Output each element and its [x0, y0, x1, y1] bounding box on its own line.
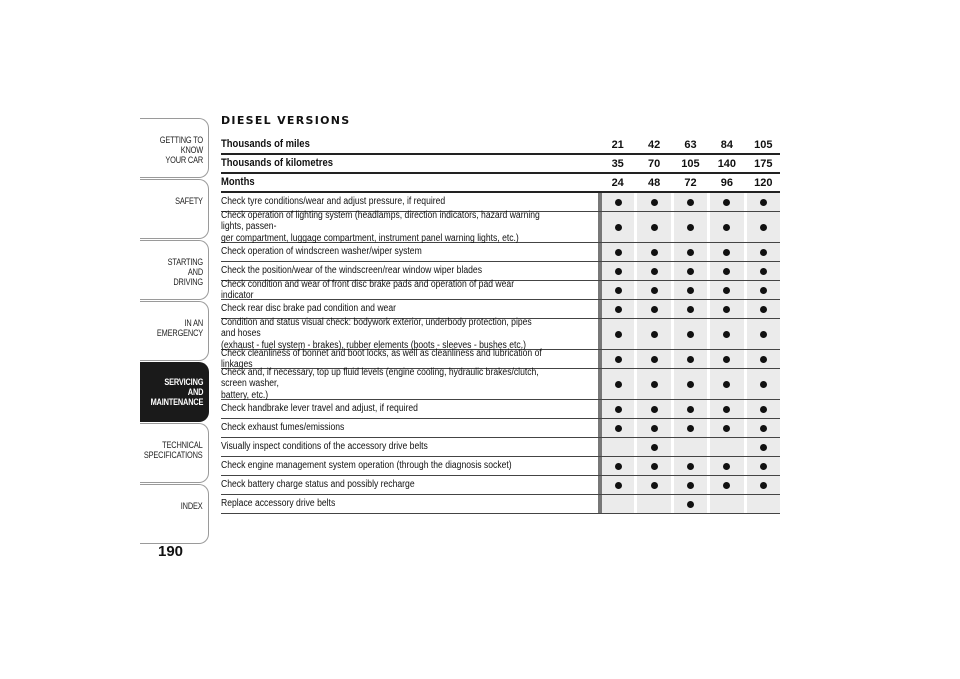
scheduled-dot-icon	[723, 331, 730, 338]
operation-text: Check tyre conditions/wear and adjust pressure, if required	[221, 196, 446, 208]
scheduled-dot-icon	[615, 249, 622, 256]
scheduled-dot-icon	[615, 306, 622, 313]
operation-description	[221, 476, 598, 494]
scheduled-dot-icon	[687, 331, 694, 338]
schedule-cell	[744, 193, 780, 211]
scheduled-dot-icon	[651, 463, 658, 470]
table-row	[221, 438, 780, 457]
schedule-cell	[744, 457, 780, 475]
header-label	[221, 155, 598, 172]
table-row	[221, 476, 780, 495]
scheduled-dot-icon	[723, 381, 730, 388]
operation-text: Check operation of lighting system (headlamps, direction indicators, hazard warning lights, passen- ger compartment, luggage compartment, instrument panel warning lights, etc.)	[221, 209, 540, 244]
interval-value: 63	[671, 136, 707, 153]
schedule-cell	[707, 495, 743, 513]
schedule-cell	[707, 281, 743, 299]
schedule-cell	[707, 400, 743, 418]
schedule-cell	[671, 350, 707, 368]
scheduled-dot-icon	[615, 199, 622, 206]
operation-description	[221, 262, 598, 280]
table-header-row	[221, 174, 780, 193]
schedule-cell	[671, 262, 707, 280]
schedule-cell	[634, 400, 670, 418]
schedule-cell	[707, 300, 743, 318]
scheduled-dot-icon	[651, 425, 658, 432]
operation-description	[221, 495, 598, 513]
operation-text: Check exhaust fumes/emissions	[221, 422, 345, 434]
operation-description	[221, 316, 598, 351]
schedule-cell	[671, 193, 707, 211]
schedule-cell	[671, 243, 707, 261]
scheduled-dot-icon	[760, 463, 767, 470]
schedule-cell	[598, 193, 634, 211]
tab-label: STARTING AND DRIVING	[167, 257, 203, 287]
schedule-cell	[598, 476, 634, 494]
scheduled-dot-icon	[760, 268, 767, 275]
operation-text: Visually inspect conditions of the accessory drive belts	[221, 441, 428, 453]
table-header-row	[221, 155, 780, 174]
tab-index[interactable]	[140, 484, 209, 544]
schedule-cell	[744, 212, 780, 242]
schedule-cell	[598, 400, 634, 418]
schedule-cell	[598, 438, 634, 456]
schedule-cell	[744, 495, 780, 513]
tab-getting-to-know-your-car[interactable]	[140, 118, 209, 178]
scheduled-dot-icon	[723, 306, 730, 313]
schedule-cell	[598, 262, 634, 280]
header-label-text: Thousands of kilometres	[221, 156, 333, 169]
scheduled-dot-icon	[723, 482, 730, 489]
scheduled-dot-icon	[760, 306, 767, 313]
schedule-cell	[598, 495, 634, 513]
schedule-cell	[671, 476, 707, 494]
operation-text: Check engine management system operation (through the diagnosis socket)	[221, 460, 512, 472]
scheduled-dot-icon	[723, 463, 730, 470]
schedule-cell	[744, 400, 780, 418]
operation-description	[221, 209, 598, 244]
interval-value: 35	[598, 155, 634, 172]
operation-text: Check cleanliness of bonnet and boot locks, as well as cleanliness and lubrication of linkages	[221, 347, 542, 370]
schedule-cell	[707, 419, 743, 437]
operation-text: Condition and status visual check: bodywork exterior, underbody protection, pipes and hoses (exhaust - fuel system - brakes), rubber elements (boots - sleeves - bushes etc.)	[221, 316, 532, 351]
maintenance-schedule-table	[221, 136, 780, 514]
operation-description	[221, 457, 598, 475]
scheduled-dot-icon	[760, 406, 767, 413]
schedule-cell	[707, 243, 743, 261]
schedule-cell	[744, 281, 780, 299]
table-row	[221, 316, 780, 351]
scheduled-dot-icon	[723, 406, 730, 413]
scheduled-dot-icon	[615, 356, 622, 363]
schedule-cell	[744, 419, 780, 437]
schedule-cell	[634, 419, 670, 437]
scheduled-dot-icon	[760, 224, 767, 231]
schedule-cell	[634, 369, 670, 399]
table-row	[221, 400, 780, 419]
scheduled-dot-icon	[723, 249, 730, 256]
operation-description	[221, 243, 598, 261]
tab-label: TECHNICAL SPECIFICATIONS	[144, 440, 203, 460]
scheduled-dot-icon	[687, 199, 694, 206]
scheduled-dot-icon	[760, 199, 767, 206]
scheduled-dot-icon	[651, 482, 658, 489]
scheduled-dot-icon	[651, 224, 658, 231]
tab-in-an-emergency[interactable]	[140, 301, 209, 361]
scheduled-dot-icon	[615, 482, 622, 489]
schedule-cell	[598, 319, 634, 349]
operation-text: Check rear disc brake pad condition and wear	[221, 303, 396, 315]
scheduled-dot-icon	[687, 287, 694, 294]
operation-description	[221, 438, 598, 456]
schedule-cell	[634, 350, 670, 368]
table-row	[221, 457, 780, 476]
operation-description	[221, 300, 598, 318]
tab-label: GETTING TO KNOW YOUR CAR	[159, 135, 203, 165]
scheduled-dot-icon	[651, 306, 658, 313]
operation-description	[221, 193, 598, 211]
schedule-cell	[707, 476, 743, 494]
scheduled-dot-icon	[651, 249, 658, 256]
scheduled-dot-icon	[687, 268, 694, 275]
scheduled-dot-icon	[723, 224, 730, 231]
header-label-text: Thousands of miles	[221, 137, 310, 150]
tab-label: INDEX	[181, 501, 203, 511]
scheduled-dot-icon	[687, 306, 694, 313]
scheduled-dot-icon	[687, 425, 694, 432]
operation-description	[221, 278, 598, 301]
tab-technical-specifications[interactable]	[140, 423, 209, 483]
schedule-cell	[671, 400, 707, 418]
operation-text: Check the position/wear of the windscreen/rear window wiper blades	[221, 265, 483, 277]
schedule-cell	[707, 350, 743, 368]
scheduled-dot-icon	[760, 381, 767, 388]
scheduled-dot-icon	[687, 224, 694, 231]
interval-value: 175	[744, 155, 780, 172]
page-number: 190	[158, 543, 184, 560]
scheduled-dot-icon	[760, 444, 767, 451]
interval-value: 84	[707, 136, 743, 153]
table-row	[221, 366, 780, 401]
header-label	[221, 136, 598, 153]
schedule-cell	[671, 438, 707, 456]
schedule-cell	[598, 369, 634, 399]
schedule-cell	[744, 300, 780, 318]
schedule-cell	[671, 419, 707, 437]
interval-value: 105	[671, 155, 707, 172]
interval-value: 72	[671, 174, 707, 191]
schedule-cell	[634, 281, 670, 299]
schedule-cell	[634, 212, 670, 242]
header-label-text: Months	[221, 175, 255, 188]
schedule-cell	[707, 262, 743, 280]
scheduled-dot-icon	[651, 331, 658, 338]
operation-text: Replace accessory drive belts	[221, 498, 336, 510]
scheduled-dot-icon	[615, 406, 622, 413]
schedule-cell	[744, 369, 780, 399]
scheduled-dot-icon	[615, 381, 622, 388]
schedule-cell	[671, 457, 707, 475]
schedule-cell	[744, 350, 780, 368]
scheduled-dot-icon	[651, 199, 658, 206]
schedule-cell	[598, 300, 634, 318]
schedule-cell	[634, 438, 670, 456]
scheduled-dot-icon	[760, 287, 767, 294]
scheduled-dot-icon	[687, 501, 694, 508]
scheduled-dot-icon	[723, 356, 730, 363]
tab-label: SERVICING AND MAINTENANCE	[150, 377, 203, 407]
schedule-cell	[634, 300, 670, 318]
scheduled-dot-icon	[723, 199, 730, 206]
schedule-cell	[598, 419, 634, 437]
schedule-cell	[744, 438, 780, 456]
tab-safety[interactable]	[140, 179, 209, 239]
interval-value: 105	[744, 136, 780, 153]
scheduled-dot-icon	[651, 268, 658, 275]
schedule-cell	[634, 476, 670, 494]
schedule-cell	[598, 243, 634, 261]
interval-value: 140	[707, 155, 743, 172]
schedule-cell	[707, 319, 743, 349]
scheduled-dot-icon	[760, 249, 767, 256]
operation-text: Check battery charge status and possibly recharge	[221, 479, 415, 491]
scheduled-dot-icon	[615, 224, 622, 231]
scheduled-dot-icon	[723, 425, 730, 432]
header-label	[221, 174, 598, 191]
scheduled-dot-icon	[651, 381, 658, 388]
operation-text: Check and, if necessary, top up fluid levels (engine cooling, hydraulic brakes/clutch, screen washer, battery, etc.)	[221, 366, 539, 401]
schedule-cell	[744, 262, 780, 280]
schedule-cell	[707, 212, 743, 242]
interval-value: 96	[707, 174, 743, 191]
scheduled-dot-icon	[687, 482, 694, 489]
interval-value: 70	[634, 155, 670, 172]
operation-description	[221, 419, 598, 437]
table-row	[221, 419, 780, 438]
interval-value: 48	[634, 174, 670, 191]
scheduled-dot-icon	[687, 463, 694, 470]
schedule-cell	[634, 262, 670, 280]
operation-description	[221, 366, 598, 401]
scheduled-dot-icon	[687, 381, 694, 388]
schedule-cell	[634, 495, 670, 513]
scheduled-dot-icon	[651, 356, 658, 363]
schedule-cell	[634, 193, 670, 211]
table-row	[221, 243, 780, 262]
scheduled-dot-icon	[723, 287, 730, 294]
schedule-cell	[707, 457, 743, 475]
tab-starting-and-driving[interactable]	[140, 240, 209, 300]
scheduled-dot-icon	[760, 356, 767, 363]
table-row	[221, 209, 780, 244]
interval-value: 120	[744, 174, 780, 191]
scheduled-dot-icon	[615, 463, 622, 470]
schedule-cell	[744, 243, 780, 261]
scheduled-dot-icon	[687, 406, 694, 413]
schedule-cell	[634, 457, 670, 475]
schedule-cell	[707, 369, 743, 399]
tab-label: SAFETY	[175, 196, 203, 206]
table-header-row	[221, 136, 780, 155]
operation-description	[221, 347, 598, 370]
schedule-cell	[598, 281, 634, 299]
scheduled-dot-icon	[760, 482, 767, 489]
scheduled-dot-icon	[723, 268, 730, 275]
schedule-cell	[598, 350, 634, 368]
schedule-cell	[744, 476, 780, 494]
section-title: DIESEL VERSIONS	[221, 114, 351, 127]
table-row	[221, 495, 780, 514]
schedule-cell	[707, 193, 743, 211]
schedule-cell	[671, 319, 707, 349]
operation-description	[221, 400, 598, 418]
interval-value: 42	[634, 136, 670, 153]
scheduled-dot-icon	[687, 249, 694, 256]
scheduled-dot-icon	[615, 268, 622, 275]
schedule-cell	[671, 495, 707, 513]
scheduled-dot-icon	[615, 287, 622, 294]
schedule-cell	[671, 212, 707, 242]
interval-value: 24	[598, 174, 634, 191]
operation-text: Check condition and wear of front disc brake pads and operation of pad wear indicator	[221, 278, 515, 301]
schedule-cell	[671, 281, 707, 299]
schedule-cell	[634, 243, 670, 261]
interval-value: 21	[598, 136, 634, 153]
schedule-cell	[671, 300, 707, 318]
schedule-cell	[707, 438, 743, 456]
schedule-cell	[634, 319, 670, 349]
scheduled-dot-icon	[687, 356, 694, 363]
operation-text: Check handbrake lever travel and adjust, if required	[221, 403, 418, 415]
scheduled-dot-icon	[615, 331, 622, 338]
scheduled-dot-icon	[651, 444, 658, 451]
tab-label: IN AN EMERGENCY	[156, 318, 203, 338]
schedule-cell	[671, 369, 707, 399]
scheduled-dot-icon	[651, 406, 658, 413]
operation-text: Check operation of windscreen washer/wiper system	[221, 246, 422, 258]
schedule-cell	[598, 457, 634, 475]
schedule-cell	[744, 319, 780, 349]
scheduled-dot-icon	[651, 287, 658, 294]
scheduled-dot-icon	[615, 425, 622, 432]
tab-servicing-and-maintenance[interactable]	[140, 362, 209, 422]
scheduled-dot-icon	[760, 425, 767, 432]
schedule-cell	[598, 212, 634, 242]
scheduled-dot-icon	[760, 331, 767, 338]
table-row	[221, 278, 780, 301]
